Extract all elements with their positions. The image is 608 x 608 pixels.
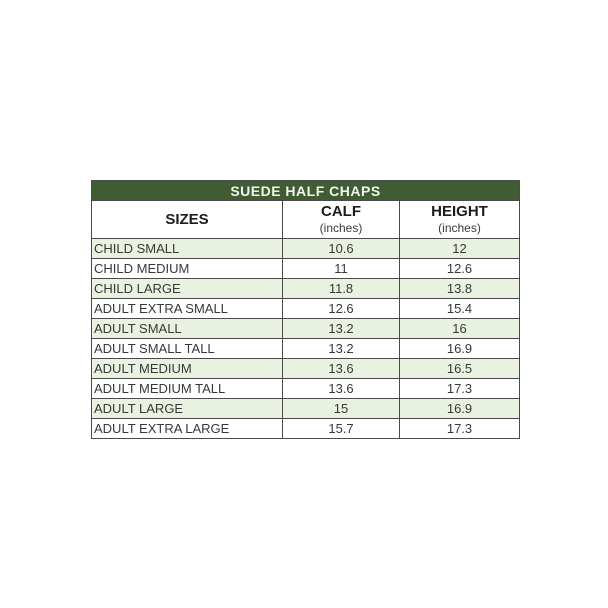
size-cell: CHILD MEDIUM	[92, 259, 283, 279]
table-row	[92, 299, 520, 319]
calf-cell: 13.2	[283, 339, 400, 359]
calf-cell: 13.6	[283, 359, 400, 379]
size-cell: CHILD LARGE	[92, 279, 283, 299]
height-cell: 12.6	[400, 259, 520, 279]
table-title: SUEDE HALF CHAPS	[92, 181, 520, 201]
table-row	[92, 319, 520, 339]
height-cell: 17.3	[400, 379, 520, 399]
column-header-sizes	[92, 201, 283, 239]
size-cell: ADULT EXTRA LARGE	[92, 419, 283, 439]
height-cell: 15.4	[400, 299, 520, 319]
height-cell: 12	[400, 239, 520, 259]
calf-cell: 12.6	[283, 299, 400, 319]
calf-cell: 15.7	[283, 419, 400, 439]
height-cell: 16.9	[400, 399, 520, 419]
title-row	[92, 181, 520, 201]
calf-cell: 10.6	[283, 239, 400, 259]
table-row	[92, 419, 520, 439]
table-row	[92, 239, 520, 259]
table-row	[92, 359, 520, 379]
column-unit-calf: (inches)	[319, 221, 363, 235]
table-row	[92, 399, 520, 419]
calf-cell: 15	[283, 399, 400, 419]
height-cell: 16.5	[400, 359, 520, 379]
column-label-height: HEIGHT	[431, 203, 488, 220]
calf-cell: 13.2	[283, 319, 400, 339]
table-row	[92, 339, 520, 359]
height-cell: 16	[400, 319, 520, 339]
height-cell: 13.8	[400, 279, 520, 299]
table-row	[92, 379, 520, 399]
column-unit-height: (inches)	[438, 221, 481, 235]
height-cell: 17.3	[400, 419, 520, 439]
size-cell: ADULT MEDIUM TALL	[92, 379, 283, 399]
calf-cell: 11	[283, 259, 400, 279]
column-label-calf: CALF	[321, 203, 361, 220]
size-chart-table	[91, 180, 520, 439]
table-row	[92, 259, 520, 279]
size-cell: ADULT LARGE	[92, 399, 283, 419]
column-header-row	[92, 201, 520, 239]
calf-cell: 11.8	[283, 279, 400, 299]
table-row	[92, 279, 520, 299]
column-header-height	[400, 201, 520, 239]
calf-cell: 13.6	[283, 379, 400, 399]
size-cell: ADULT MEDIUM	[92, 359, 283, 379]
size-cell: CHILD SMALL	[92, 239, 283, 259]
size-cell: ADULT SMALL	[92, 319, 283, 339]
size-cell: ADULT SMALL TALL	[92, 339, 283, 359]
column-header-calf	[283, 201, 400, 239]
size-cell: ADULT EXTRA SMALL	[92, 299, 283, 319]
height-cell: 16.9	[400, 339, 520, 359]
column-label-sizes: SIZES	[165, 210, 209, 228]
